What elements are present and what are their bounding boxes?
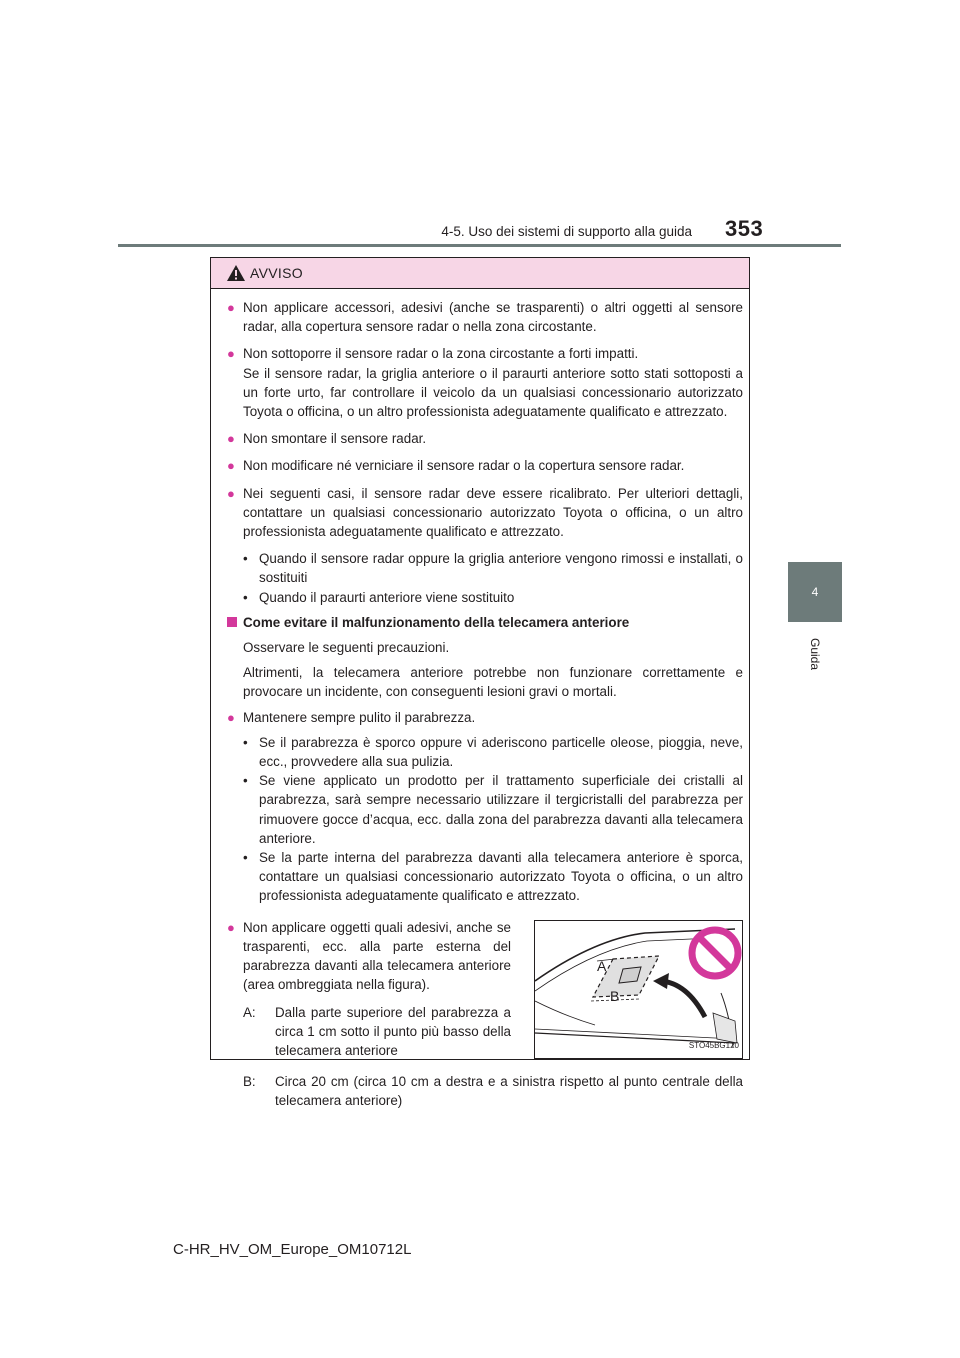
header-rule [118, 244, 841, 247]
reference-b: B: Circa 20 cm (circa 10 cm a destra e a sinistra rispetto al punto centrale della telecamera anteriore) [243, 1074, 743, 1109]
warning-triangle-icon [226, 264, 246, 282]
bullet-dot-icon: ● [227, 709, 235, 725]
bullet-dot-icon: ● [227, 919, 235, 935]
bullet-item: ● Non modificare né verniciare il sensore radar o la copertura sensore radar. [227, 456, 743, 475]
list-item: • Se la parte interna del parabrezza davanti alla telecamera anteriore è sporca, contattare un qualsiasi concessionario autorizzato Toyota o officina, o un altro professionista adeguatamente qualificato e attrezzato. [243, 850, 743, 904]
page-number: 353 [725, 216, 764, 241]
reference-a: A: Dalla parte superiore del parabrezza a circa 1 cm sotto il punto più basso della telecamera anteriore [243, 1004, 511, 1058]
bullet-item: ● Mantenere sempre pulito il parabrezza. [227, 708, 743, 727]
sticker-section [227, 918, 743, 1060]
bullet-item: ● Non applicare accessori, adesivi (anche se trasparenti) o altri oggetti al sensore radar, alla copertura sensore radar o nella zona circostante. [227, 300, 743, 335]
chapter-label [788, 624, 842, 684]
bullet-dot-icon: ● [227, 346, 235, 362]
cleaning-items [227, 733, 743, 906]
figure-code: STO45BG120 [688, 1041, 739, 1051]
bullet-dot-icon: ● [227, 300, 235, 315]
figure-label-a: A [597, 957, 607, 974]
list-item: • Quando il sensore radar oppure la griglia anteriore vengono rimossi e installati, o sostituiti [243, 551, 743, 586]
bullet-item: ● Nei seguenti casi, il sensore radar deve essere ricalibrato. Per ulteriori dettagli, contattare un qualsiasi concessionario autorizzato Toyota o officina, o un altro professionista adeguatamente qualificato e attrezzato. [227, 485, 743, 540]
windshield-figure [534, 920, 743, 1059]
list-item: • Quando il paraurti anteriore viene sostituito [243, 589, 515, 605]
recalibration-cases [227, 549, 743, 607]
camera-subheading: Come evitare il malfunzionamento della telecamera anteriore [227, 613, 743, 632]
sticker-text [227, 918, 511, 1060]
bullet-dot-icon: ● [227, 458, 235, 474]
bullet-item: ● Non smontare il sensore radar. [227, 429, 743, 448]
warning-box [210, 257, 750, 1109]
bullet-dot-icon: ● [227, 431, 235, 447]
section-title: 4-5. Uso dei sistemi di supporto alla guida [441, 224, 692, 239]
square-marker-icon [227, 617, 237, 627]
figure-label-b: B [610, 987, 620, 1004]
impact-detail: Se il sensore radar, la griglia anteriore o il paraurti anteriore sotto stati sottoposti a un forte urto, far controllare il veicolo da un qualsiasi concessionario autorizzato Toyota o officina, o un altro professionista adeguatamente qualificato e attrezzato. [243, 365, 743, 420]
chapter-label-text: Guida [808, 637, 822, 671]
chapter-tab: 4 [788, 562, 842, 622]
list-item: • Se viene applicato un prodotto per il trattamento superficiale dei cristalli al parabrezza, sarà sempre necessario utilizzare il tergicristalli del parabrezza per rimuovere gocce d’acqua, ecc. dalla zona del parabrezza davanti alla telecamera anteriore. [243, 773, 743, 846]
warning-body [227, 298, 743, 1111]
list-item: • Se il parabrezza è sporco oppure vi aderiscono particelle oleose, pioggia, neve, ecc., provvedere alla sua pulizia. [243, 734, 743, 770]
warning-title: AVVISO [250, 265, 303, 281]
intro-paragraph: Osservare le seguenti precauzioni. [243, 640, 450, 656]
bullet-item: ● Non applicare oggetti quali adesivi, anche se trasparenti, ecc. alla parte esterna del parabrezza davanti alla telecamera anteriore (area ombreggiata nella figura). [227, 919, 511, 993]
intro-paragraph: Altrimenti, la telecamera anteriore potrebbe non funzionare correttamente e provocare un incidente, con conseguenti lesioni gravi o mortali. [243, 665, 743, 700]
warning-header [211, 258, 749, 289]
bullet-dot-icon: ● [227, 485, 235, 501]
prohibited-icon [692, 930, 738, 976]
document-id: C-HR_HV_OM_Europe_OM10712L [173, 1241, 412, 1258]
bullet-item: ● Non sottoporre il sensore radar o la zona circostante a forti impatti. Se il sensore radar, la griglia anteriore o il paraurti anteriore sotto stati sottoposti a un forte urto, far controllare il veicolo da un qualsiasi concessionario autorizzato Toyota o officina, o un altro professionista adeguatamente qualificato e attrezzato. [227, 346, 743, 420]
